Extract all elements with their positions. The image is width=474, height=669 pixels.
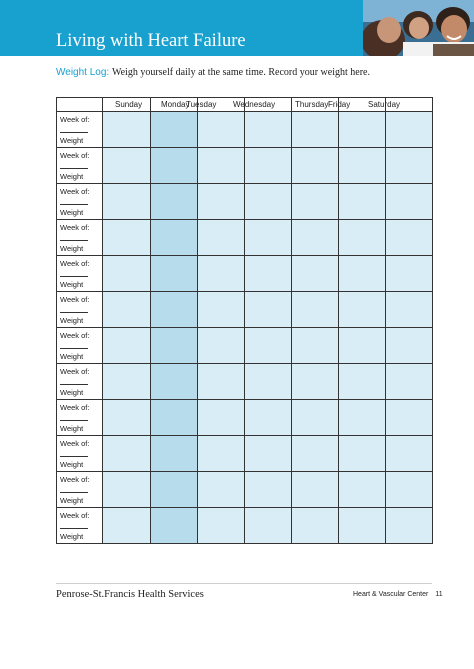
weight-label: Weight	[60, 388, 84, 397]
weight-entry-cell[interactable]	[151, 472, 198, 508]
footer-department: Heart & Vascular Center	[353, 591, 429, 598]
weight-entry-cell[interactable]	[103, 292, 151, 328]
weight-entry-cell[interactable]	[245, 436, 292, 472]
weight-entry-cell[interactable]	[245, 400, 292, 436]
header-wednesday-label: Wednesday	[233, 100, 276, 109]
weight-entry-cell[interactable]	[151, 256, 198, 292]
header-saturday	[368, 98, 433, 112]
weight-entry-cell[interactable]	[386, 472, 433, 508]
weight-entry-cell[interactable]	[151, 184, 198, 220]
week-of-write-line	[60, 384, 88, 385]
weight-entry-cell[interactable]	[339, 292, 386, 328]
weight-entry-cell[interactable]	[292, 184, 339, 220]
table-row	[57, 436, 433, 472]
weight-entry-cell[interactable]	[103, 256, 151, 292]
table-row	[57, 220, 433, 256]
weight-label: Weight	[60, 460, 84, 469]
week-of-label: Week of:	[60, 511, 90, 520]
week-of-write-line	[60, 456, 88, 457]
weight-label: Weight	[60, 424, 84, 433]
weight-entry-cell[interactable]	[198, 472, 245, 508]
weight-entry-cell[interactable]	[103, 364, 151, 400]
week-of-write-line	[60, 240, 88, 241]
weight-entry-cell[interactable]	[292, 364, 339, 400]
weight-label: Weight	[60, 244, 84, 253]
weight-entry-cell[interactable]	[339, 256, 386, 292]
week-label-cell[interactable]	[57, 508, 103, 544]
weight-entry-cell[interactable]	[198, 256, 245, 292]
weight-entry-cell[interactable]	[245, 220, 292, 256]
weight-entry-cell[interactable]	[386, 220, 433, 256]
week-label-cell[interactable]	[57, 184, 103, 220]
weight-entry-cell[interactable]	[339, 220, 386, 256]
week-of-label: Week of:	[60, 295, 90, 304]
week-of-write-line	[60, 276, 88, 277]
weight-entry-cell[interactable]	[245, 508, 292, 544]
weight-entry-cell[interactable]	[198, 328, 245, 364]
weight-entry-cell[interactable]	[245, 364, 292, 400]
header-sunday	[103, 98, 151, 112]
weight-entry-cell[interactable]	[151, 148, 198, 184]
weight-label: Weight	[60, 136, 84, 145]
weight-entry-cell[interactable]	[151, 400, 198, 436]
weight-entry-cell[interactable]	[292, 328, 339, 364]
weight-entry-cell[interactable]	[292, 148, 339, 184]
weight-entry-cell[interactable]	[151, 220, 198, 256]
week-of-label: Week of:	[60, 439, 90, 448]
weight-entry-cell[interactable]	[292, 400, 339, 436]
weight-entry-cell[interactable]	[245, 148, 292, 184]
weight-entry-cell[interactable]	[339, 472, 386, 508]
header-thursday-label: Thursday	[295, 100, 329, 109]
weight-entry-cell[interactable]	[103, 508, 151, 544]
weight-entry-cell[interactable]	[245, 256, 292, 292]
weight-entry-cell[interactable]	[151, 292, 198, 328]
weight-entry-cell[interactable]	[151, 112, 198, 148]
weight-label: Weight	[60, 532, 84, 541]
weight-label: Weight	[60, 496, 84, 505]
week-label-cell[interactable]	[57, 472, 103, 508]
weight-entry-cell[interactable]	[103, 112, 151, 148]
family-photo-image	[363, 0, 474, 56]
footer-organization: Penrose-St.Francis Health Services	[56, 589, 204, 600]
week-label-cell[interactable]	[57, 436, 103, 472]
table-header-row	[57, 98, 433, 112]
weight-entry-cell[interactable]	[386, 112, 433, 148]
weight-log-body	[57, 112, 433, 544]
weight-entry-cell[interactable]	[245, 472, 292, 508]
weight-entry-cell[interactable]	[292, 292, 339, 328]
weight-label: Weight	[60, 172, 84, 181]
weight-entry-cell[interactable]	[339, 400, 386, 436]
week-of-label: Week of:	[60, 403, 90, 412]
week-label-cell[interactable]	[57, 292, 103, 328]
weight-entry-cell[interactable]	[198, 184, 245, 220]
weight-entry-cell[interactable]	[198, 364, 245, 400]
weight-entry-cell[interactable]	[339, 148, 386, 184]
weight-entry-cell[interactable]	[198, 220, 245, 256]
weight-entry-cell[interactable]	[292, 436, 339, 472]
weight-entry-cell[interactable]	[245, 328, 292, 364]
table-row	[57, 292, 433, 328]
footer-info	[353, 591, 443, 598]
weight-label: Weight	[60, 316, 84, 325]
week-of-label: Week of:	[60, 475, 90, 484]
footer-divider	[56, 583, 432, 584]
weight-entry-cell[interactable]	[339, 112, 386, 148]
week-label-cell[interactable]	[57, 220, 103, 256]
weight-label: Weight	[60, 280, 84, 289]
weight-entry-cell[interactable]	[198, 436, 245, 472]
weight-entry-cell[interactable]	[103, 328, 151, 364]
weight-log-text: Weigh yourself daily at the same time. Record your weight here.	[111, 67, 370, 78]
weight-entry-cell[interactable]	[386, 364, 433, 400]
weight-entry-cell[interactable]	[198, 112, 245, 148]
week-label-cell[interactable]	[57, 364, 103, 400]
weight-entry-cell[interactable]	[386, 328, 433, 364]
weight-entry-cell[interactable]	[103, 472, 151, 508]
weight-log-label: Weight Log:	[56, 67, 110, 78]
header-wednesday	[233, 98, 292, 112]
weight-entry-cell[interactable]	[103, 436, 151, 472]
table-row	[57, 148, 433, 184]
weight-entry-cell[interactable]	[198, 400, 245, 436]
weight-entry-cell[interactable]	[198, 508, 245, 544]
weight-entry-cell[interactable]	[245, 292, 292, 328]
week-of-label: Week of:	[60, 223, 90, 232]
week-of-label: Week of:	[60, 115, 90, 124]
weight-entry-cell[interactable]	[151, 436, 198, 472]
weight-entry-cell[interactable]	[386, 436, 433, 472]
weight-entry-cell[interactable]	[386, 292, 433, 328]
weight-entry-cell[interactable]	[103, 220, 151, 256]
weight-entry-cell[interactable]	[339, 184, 386, 220]
week-of-label: Week of:	[60, 151, 90, 160]
week-of-label: Week of:	[60, 187, 90, 196]
weight-entry-cell[interactable]	[339, 328, 386, 364]
weight-entry-cell[interactable]	[386, 148, 433, 184]
header-tuesday-label: Tuesday	[186, 100, 217, 109]
weight-entry-cell[interactable]	[103, 148, 151, 184]
page-number: 11	[435, 591, 443, 598]
week-of-write-line	[60, 420, 88, 421]
week-label-cell[interactable]	[57, 400, 103, 436]
table-row	[57, 184, 433, 220]
week-of-write-line	[60, 204, 88, 205]
header-saturday-label: Saturday	[368, 100, 401, 109]
weight-entry-cell[interactable]	[386, 256, 433, 292]
header-monday-label: Monday	[161, 100, 190, 109]
week-of-write-line	[60, 312, 88, 313]
table-row	[57, 112, 433, 148]
weight-entry-cell[interactable]	[198, 148, 245, 184]
weight-log-instructions	[56, 67, 370, 78]
week-of-label: Week of:	[60, 331, 90, 340]
weight-entry-cell[interactable]	[245, 184, 292, 220]
table-row	[57, 508, 433, 544]
header-friday-label: Friday	[328, 100, 351, 109]
weight-entry-cell[interactable]	[386, 400, 433, 436]
weight-entry-cell[interactable]	[198, 292, 245, 328]
week-label-cell[interactable]	[57, 256, 103, 292]
header-blank	[57, 98, 103, 112]
weight-entry-cell[interactable]	[151, 328, 198, 364]
week-of-write-line	[60, 168, 88, 169]
weight-entry-cell[interactable]	[292, 256, 339, 292]
weight-entry-cell[interactable]	[292, 472, 339, 508]
weight-label: Weight	[60, 208, 84, 217]
week-of-write-line	[60, 492, 88, 493]
page-title: Living with Heart Failure	[56, 31, 246, 51]
week-of-write-line	[60, 348, 88, 349]
family-photo	[363, 0, 474, 56]
weight-entry-cell[interactable]	[151, 364, 198, 400]
table-row	[57, 400, 433, 436]
weight-entry-cell[interactable]	[151, 508, 198, 544]
weight-entry-cell[interactable]	[103, 400, 151, 436]
header-banner	[0, 0, 474, 56]
weight-entry-cell[interactable]	[386, 184, 433, 220]
week-label-cell[interactable]	[57, 112, 103, 148]
weight-log-table	[56, 97, 433, 544]
week-of-write-line	[60, 132, 88, 133]
weight-entry-cell[interactable]	[245, 112, 292, 148]
week-of-write-line	[60, 528, 88, 529]
weight-entry-cell[interactable]	[292, 508, 339, 544]
weight-entry-cell[interactable]	[103, 184, 151, 220]
weight-entry-cell[interactable]	[339, 508, 386, 544]
weight-entry-cell[interactable]	[292, 112, 339, 148]
weight-entry-cell[interactable]	[339, 364, 386, 400]
weight-entry-cell[interactable]	[386, 508, 433, 544]
weight-entry-cell[interactable]	[292, 220, 339, 256]
week-of-label: Week of:	[60, 259, 90, 268]
week-label-cell[interactable]	[57, 148, 103, 184]
table-row	[57, 364, 433, 400]
header-sunday-label: Sunday	[115, 100, 143, 109]
week-of-label: Week of:	[60, 367, 90, 376]
week-label-cell[interactable]	[57, 328, 103, 364]
weight-label: Weight	[60, 352, 84, 361]
table-row	[57, 472, 433, 508]
weight-entry-cell[interactable]	[339, 436, 386, 472]
table-row	[57, 328, 433, 364]
table-row	[57, 256, 433, 292]
